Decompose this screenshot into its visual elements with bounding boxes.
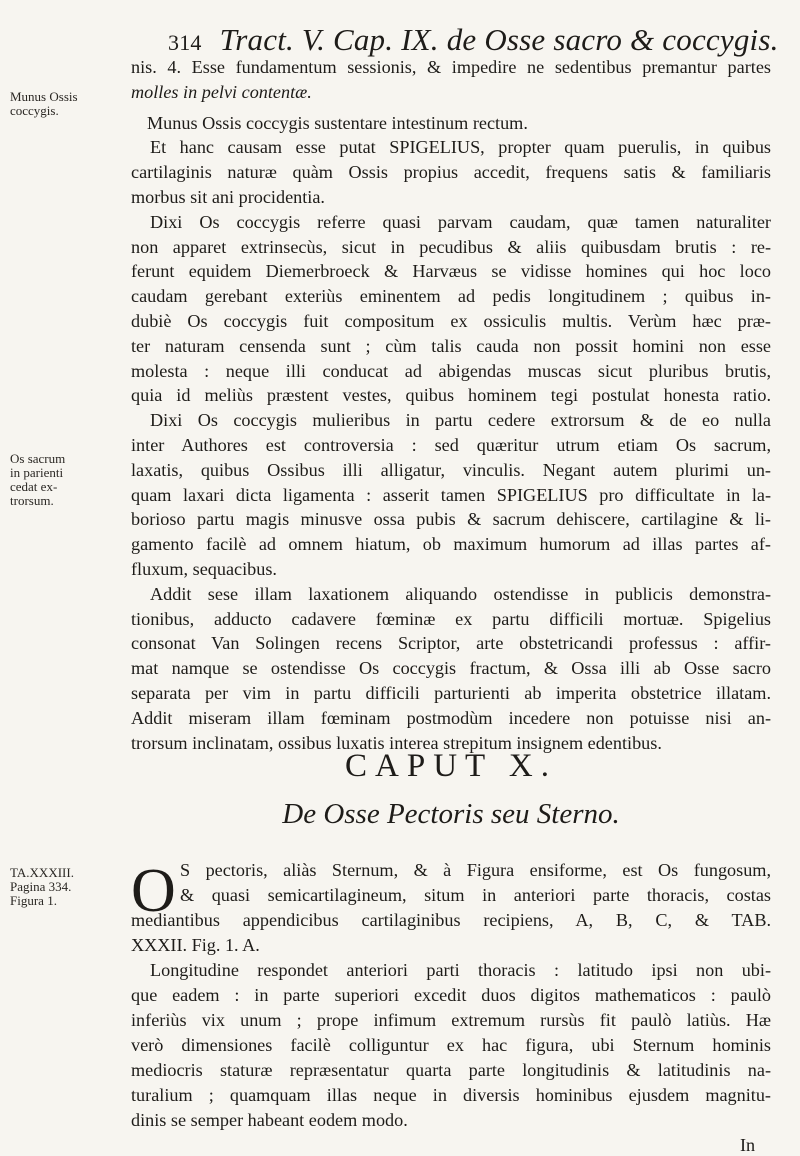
text-line: & quasi semicartilagineum, situm in anteriori parte thoracis, costas — [180, 885, 771, 905]
text-line: cartilaginis naturæ quàm Ossis propius accedit, frequens satis & familiaris — [131, 162, 771, 183]
page-number: 314 — [168, 30, 202, 55]
text-line: dinis se semper habeant eodem modo. — [131, 1110, 408, 1130]
text-line: XXXII. Fig. 1. A. — [131, 935, 260, 955]
text-line: tionibus, adducto cadavere fœminæ ex partu difficili mortuæ. Spigelius — [131, 608, 771, 629]
text-line: gamento facilè ad omnem hiatum, ob maximum humorum ad illas partes af- — [131, 534, 771, 555]
text-line: Dixi Os coccygis referre quasi parvam caudam, quæ tamen naturaliter — [150, 211, 771, 232]
text-line: Et hanc causam esse putat SPIGELIUS, propter quam puerulis, in quibus — [150, 137, 771, 158]
text-line: ter naturam censenda sunt ; cùm talis cauda non possit homini non esse — [131, 335, 771, 356]
text-line: Addit miseram illam fœminam postmodùm incedere non potuisse nisi an- — [131, 707, 771, 728]
text-line: non apparet extrinsecùs, sicut in pecudibus & aliis quibusdam brutis : re- — [131, 236, 771, 257]
text-line: separata per vim in partu difficili parturienti ab imperita obstetrice illatam. — [131, 683, 771, 703]
page-header — [168, 22, 779, 58]
text-line: caudam gerebant exteriùs eminentem ad pedis longitudinem ; quibus in- — [131, 286, 771, 307]
text-line: Addit sese illam laxationem aliquando ostendisse in publicis demonstra- — [150, 583, 771, 604]
text-line: S pectoris, aliàs Sternum, & à Figura ensiforme, est Os fungosum, — [180, 860, 771, 880]
text-line: Longitudine respondet anteriori parti thoracis : latitudo ipsi non ubi- — [150, 960, 771, 980]
margin-note-munus: Munus Ossis coccygis. — [10, 89, 78, 118]
text-line: quia id meliùs præstent vestes, quibus hominem tegi postulat honesta ratio. — [131, 385, 771, 406]
text-line: Dixi Os coccygis mulieribus in partu cedere extrorsum & de eo nulla — [150, 410, 771, 431]
text-line: consonat Van Solingen recens Scriptor, arte obstetricandi professus : affir- — [131, 633, 771, 654]
text-line: molles in pelvi contentæ. — [131, 81, 312, 102]
text-line: nis. 4. Esse fundamentum sessionis, & impedire ne sedentibus premantur partes — [131, 57, 771, 77]
drop-cap: O — [131, 857, 176, 925]
text-line: turalium ; quamquam illas neque in diversis hominibus ejusdem magnitu- — [131, 1085, 771, 1105]
text-line: quam laxari dicta ligamenta : asserit tamen SPIGELIUS pro difficultate in la- — [131, 484, 771, 505]
margin-note-os-sacrum: Os sacrum in parienti cedat ex- trorsum. — [10, 451, 66, 508]
text-line: morbus sit ani procidentia. — [131, 187, 325, 207]
running-title: Tract. V. Cap. IX. de Osse sacro & coccygis. — [219, 22, 779, 57]
text-line: dubiè Os coccygis fuit compositum ex ossiculis multis. Verùm hæc præ- — [131, 311, 771, 331]
text-line: fluxum, sequacibus. — [131, 559, 277, 579]
text-line: que eadem : in parte superiori excedit duos digitos mathematicos : paulò — [131, 985, 771, 1005]
text-line: inter Authores est controversia : sed quæritur utrum etiam Os sacrum, — [131, 435, 771, 455]
text-line: laxatis, quibus Ossibus illi alligatur, vinculis. Negant autem plurimi un- — [131, 459, 771, 480]
text-line: In — [740, 1135, 756, 1155]
chapter-title: CAPUT X. — [345, 748, 557, 784]
text-line: verò dimensiones facilè colliguntur ex hac figura, ubi Sternum hominis — [131, 1035, 771, 1055]
text-line: mat namque se ostendisse Os coccygis fractum, & Ossa illi ab Osse sacro — [131, 658, 771, 679]
text-line: molesta : neque illi conducat ad abigendas muscas sicut pluribus brutis, — [131, 360, 771, 381]
text-line: trorsum inclinatam, ossibus luxatis interea strepitum insignem edentibus. — [131, 732, 662, 753]
text-line: Munus Ossis coccygis sustentare intestinum rectum. — [147, 112, 528, 133]
text-line: ferunt equidem Diemerbroeck & Harvæus se vidisse homines qui hoc loco — [131, 261, 771, 282]
text-line: mediantibus appendicibus cartilaginibus recipiens, A, B, C, & TAB. — [131, 910, 771, 930]
text-line: borioso partu magis minusve ossa pubis & sacrum dehiscere, cartilagine & li- — [131, 509, 771, 530]
text-line: mediocris staturæ repræsentatur quarta parte longitudinis & latitudinis na- — [131, 1060, 771, 1080]
text-line: inferiùs vix unum ; prope infimum extremum rursùs fit paulò latiùs. Hæ — [131, 1010, 771, 1030]
margin-note-tab: TA.XXXIII. Pagina 334. Figura 1. — [10, 865, 74, 908]
chapter-subtitle: De Osse Pectoris seu Sterno. — [282, 798, 620, 830]
